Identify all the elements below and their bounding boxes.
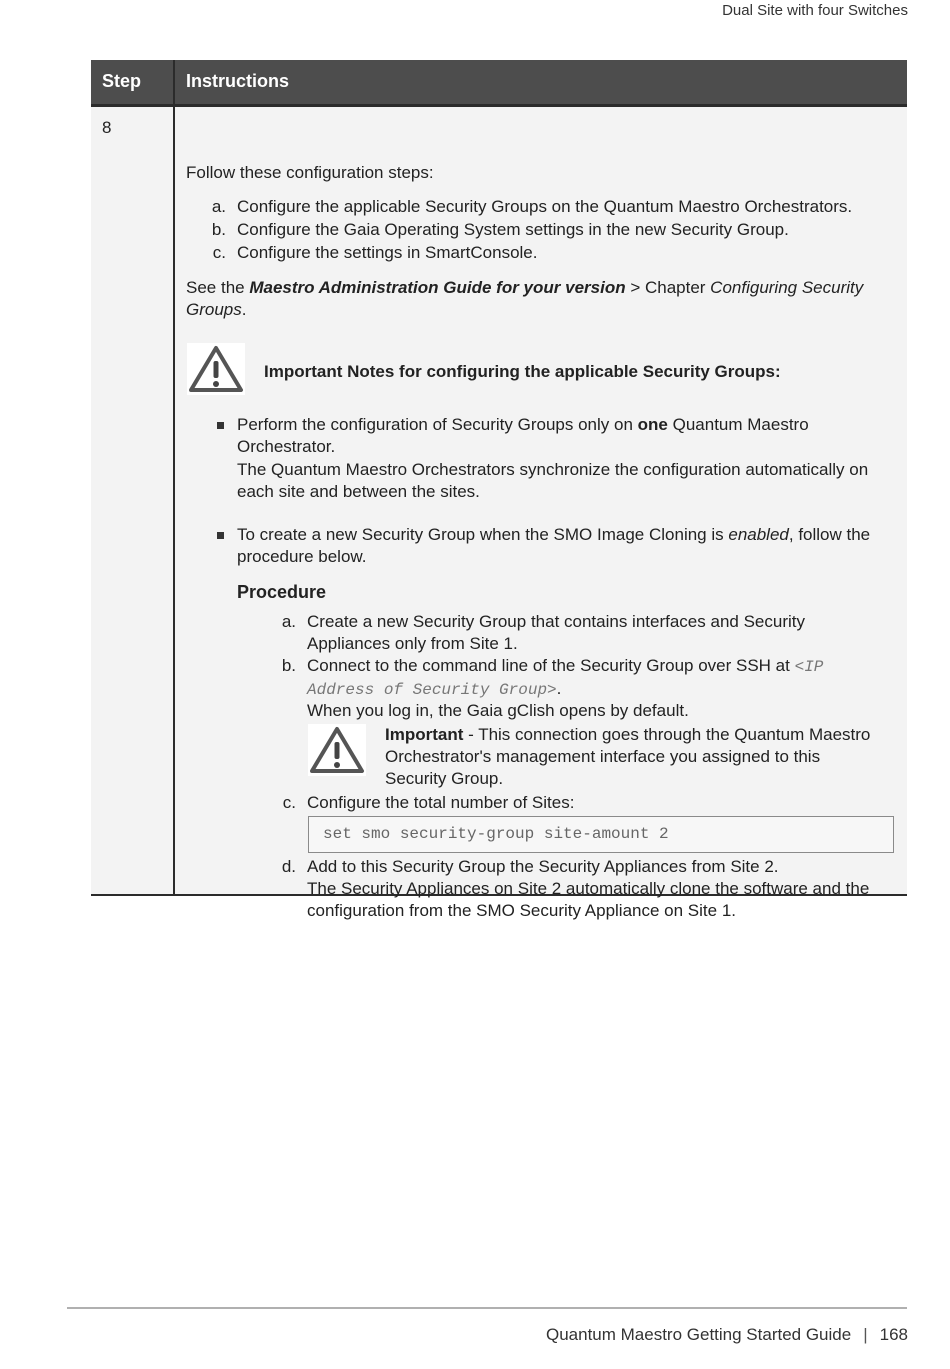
note2-line2: procedure below. [237,547,367,566]
proc-b-line2: Address of Security Group>. [307,679,562,699]
command-code-block[interactable]: set smo security-group site-amount 2 [308,816,894,853]
bullet-icon [217,422,224,429]
proc-b-line1: Connect to the command line of the Security Group over SSH at <IP [307,656,824,676]
notes-heading: Important Notes for configuring the applicable Security Groups: [264,362,781,381]
proc-d-line1: Add to this Security Group the Security Appliances from Site 2. [307,857,779,876]
proc-b-line3: When you log in, the Gaia gClish opens by default. [307,701,689,720]
step-c-label: c. [212,243,226,262]
header-step: Step [91,60,175,104]
step-b-text: Configure the Gaia Operating System settings in the new Security Group. [237,220,789,239]
page-number: 168 [879,1325,908,1344]
footer-separator: | [863,1325,868,1344]
note1-line4: each site and between the sites. [237,482,480,501]
page-footer [546,1325,908,1345]
proc-b-label: b. [281,656,296,675]
note1-line1: Perform the configuration of Security Groups only on one Quantum Maestro [237,415,809,434]
procedure-heading: Procedure [237,582,327,602]
intro-text: Follow these configuration steps: [186,163,434,182]
important-line3: Security Group. [385,769,504,788]
proc-d-line2: The Security Appliances on Site 2 automatically clone the software and the [307,879,870,898]
proc-a-label: a. [281,612,296,631]
instructions-cell [175,107,907,920]
warning-icon [187,343,245,395]
note1-line2: Orchestrator. [237,437,336,456]
proc-a-line1: Create a new Security Group that contains interfaces and Security [307,612,805,631]
bullet-icon [217,532,224,539]
step-a-label: a. [211,197,226,216]
proc-d-label: d. [281,857,296,876]
footer-guide-title: Quantum Maestro Getting Started Guide [545,1325,852,1344]
proc-c-label: c. [282,793,296,812]
table-row [91,107,907,920]
step-number: 8 [91,107,175,894]
see-also-line1: See the Maestro Administration Guide for your version > Chapter Configuring Security [186,278,864,297]
header-instructions: Instructions [186,71,290,91]
instructions-table [91,60,907,920]
step-a-text: Configure the applicable Security Groups on the Quantum Maestro Orchestrators. [237,197,853,216]
table-header [91,60,907,107]
step-b-label: b. [211,220,226,239]
important-line2: Orchestrator's management interface you assigned to this [385,747,821,766]
proc-d-line3: configuration from the SMO Security Appliance on Site 1. [307,901,737,920]
guide-reference: Maestro Administration Guide for your version [249,278,626,297]
proc-a-line2: Appliances only from Site 1. [307,634,518,653]
see-also-line2: Groups. [186,300,247,319]
warning-icon [308,724,366,776]
footer-divider [67,1307,907,1309]
step-c-text: Configure the settings in SmartConsole. [237,243,538,262]
chapter-reference: Configuring Security [710,278,864,297]
proc-c-line1: Configure the total number of Sites: [307,793,575,812]
important-line1: Important - This connection goes through the Quantum Maestro [385,725,871,744]
note2-line1: To create a new Security Group when the SMO Image Cloning is enabled, follow the [237,525,871,544]
running-header: Dual Site with four Switches [722,2,908,19]
note1-line3: The Quantum Maestro Orchestrators synchronize the configuration automatically on [237,460,869,479]
